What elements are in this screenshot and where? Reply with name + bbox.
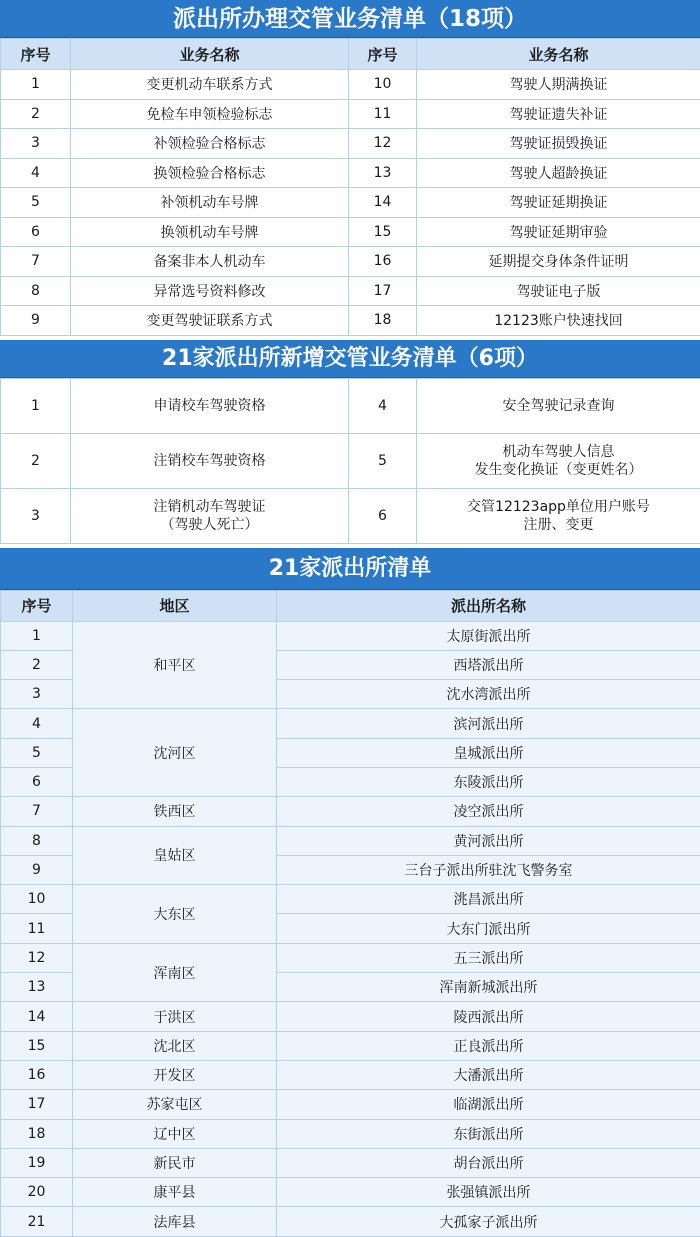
seq-cell: 2: [1, 650, 73, 679]
table-header-row: [1, 39, 700, 70]
header-name: 业务名称: [417, 39, 700, 70]
table-row: [1, 378, 700, 433]
table-row: [1, 1031, 700, 1060]
business-cell: 补领机动车号牌: [71, 188, 349, 218]
business-cell: 备案非本人机动车: [71, 247, 349, 277]
business-cell: 换领机动车号牌: [71, 217, 349, 247]
seq-cell: 15: [1, 1031, 73, 1060]
table-row: [1, 217, 700, 247]
table-header-row: [1, 590, 700, 621]
business-line: 申请校车驾驶资格: [71, 397, 348, 415]
station-cell: 三台子派出所驻沈飞警务室: [277, 855, 700, 884]
business-cell: [417, 378, 700, 433]
station-cell: 黄河派出所: [277, 826, 700, 855]
section3-title: 21家派出所清单: [0, 548, 700, 590]
station-cell: 张强镇派出所: [277, 1178, 700, 1207]
business-cell: 驾驶人期满换证: [417, 70, 700, 100]
station-cell: 西塔派出所: [277, 650, 700, 679]
business-cell: [71, 488, 349, 543]
business-cell: 驾驶证延期换证: [417, 188, 700, 218]
table-row: [1, 1207, 700, 1236]
business-cell: 驾驶证电子版: [417, 276, 700, 306]
seq-cell: 12: [349, 129, 417, 159]
business-cell: 换领检验合格标志: [71, 158, 349, 188]
seq-cell: 6: [349, 488, 417, 543]
seq-cell: 5: [1, 188, 71, 218]
table-row: [1, 709, 700, 738]
station-cell: 东陵派出所: [277, 767, 700, 796]
station-cell: 陵西派出所: [277, 1002, 700, 1031]
district-cell: 苏家屯区: [73, 1090, 277, 1119]
table-row: [1, 188, 700, 218]
district-cell: 浑南区: [73, 943, 277, 1002]
seq-cell: 3: [1, 680, 73, 709]
district-cell: 大东区: [73, 885, 277, 944]
seq-cell: 9: [1, 306, 71, 336]
seq-cell: 1: [1, 378, 71, 433]
section2-table: [0, 378, 700, 544]
business-cell: 补领检验合格标志: [71, 129, 349, 159]
seq-cell: 10: [349, 70, 417, 100]
seq-cell: 16: [349, 247, 417, 277]
table-row: [1, 1060, 700, 1089]
seq-cell: 13: [1, 973, 73, 1002]
seq-cell: 1: [1, 70, 71, 100]
seq-cell: 11: [1, 914, 73, 943]
table-row: [1, 797, 700, 826]
station-cell: 皇城派出所: [277, 738, 700, 767]
station-cell: 大东门派出所: [277, 914, 700, 943]
district-cell: 铁西区: [73, 797, 277, 826]
seq-cell: 19: [1, 1148, 73, 1177]
table-row: [1, 826, 700, 855]
table-row: [1, 306, 700, 336]
seq-cell: 14: [1, 1002, 73, 1031]
table-row: [1, 1090, 700, 1119]
seq-cell: 3: [1, 488, 71, 543]
district-cell: 康平县: [73, 1178, 277, 1207]
header-seq: 序号: [1, 590, 73, 621]
district-cell: 皇姑区: [73, 826, 277, 885]
station-cell: 洮昌派出所: [277, 885, 700, 914]
table-row: [1, 943, 700, 972]
business-line: 发生变化换证（变更姓名）: [417, 461, 700, 479]
business-cell: 变更机动车联系方式: [71, 70, 349, 100]
business-cell: 延期提交身体条件证明: [417, 247, 700, 277]
seq-cell: 13: [349, 158, 417, 188]
table-row: [1, 276, 700, 306]
business-cell: 免检车申领检验标志: [71, 99, 349, 129]
seq-cell: 8: [1, 276, 71, 306]
seq-cell: 17: [1, 1090, 73, 1119]
seq-cell: 4: [349, 378, 417, 433]
seq-cell: 2: [1, 99, 71, 129]
table-row: [1, 1002, 700, 1031]
station-cell: 胡台派出所: [277, 1148, 700, 1177]
seq-cell: 10: [1, 885, 73, 914]
station-cell: 滨河派出所: [277, 709, 700, 738]
section1-table: [0, 38, 700, 336]
table-row: [1, 1178, 700, 1207]
business-cell: 驾驶证遗失补证: [417, 99, 700, 129]
seq-cell: 15: [349, 217, 417, 247]
seq-cell: 16: [1, 1060, 73, 1089]
table-row: [1, 885, 700, 914]
business-cell: 12123账户快速找回: [417, 306, 700, 336]
business-cell: [71, 433, 349, 488]
station-cell: 浑南新城派出所: [277, 973, 700, 1002]
district-cell: 开发区: [73, 1060, 277, 1089]
seq-cell: 5: [349, 433, 417, 488]
seq-cell: 17: [349, 276, 417, 306]
seq-cell: 6: [1, 767, 73, 796]
station-cell: 五三派出所: [277, 943, 700, 972]
business-cell: 驾驶证损毁换证: [417, 129, 700, 159]
station-cell: 大潘派出所: [277, 1060, 700, 1089]
business-cell: [71, 378, 349, 433]
district-cell: 新民市: [73, 1148, 277, 1177]
business-line: （驾驶人死亡）: [71, 516, 348, 534]
business-line: 交管12123app单位用户账号: [417, 498, 700, 516]
business-line: 注销机动车驾驶证: [71, 498, 348, 516]
business-cell: [417, 433, 700, 488]
section2-title: 21家派出所新增交管业务清单（6项）: [0, 340, 700, 378]
table-row: [1, 1148, 700, 1177]
station-cell: 凌空派出所: [277, 797, 700, 826]
seq-cell: 4: [1, 158, 71, 188]
district-cell: 沈河区: [73, 709, 277, 797]
station-cell: 正良派出所: [277, 1031, 700, 1060]
seq-cell: 6: [1, 217, 71, 247]
header-station: 派出所名称: [277, 590, 700, 621]
business-line: 注销校车驾驶资格: [71, 452, 348, 470]
district-cell: 和平区: [73, 621, 277, 709]
station-cell: 沈水湾派出所: [277, 680, 700, 709]
seq-cell: 20: [1, 1178, 73, 1207]
header-district: 地区: [73, 590, 277, 621]
business-cell: 驾驶人超龄换证: [417, 158, 700, 188]
seq-cell: 8: [1, 826, 73, 855]
business-line: 机动车驾驶人信息: [417, 443, 700, 461]
district-cell: 法库县: [73, 1207, 277, 1236]
business-cell: [417, 488, 700, 543]
table-row: [1, 488, 700, 543]
business-line: 注册、变更: [417, 516, 700, 534]
station-cell: 东街派出所: [277, 1119, 700, 1148]
seq-cell: 18: [1, 1119, 73, 1148]
table-row: [1, 129, 700, 159]
seq-cell: 12: [1, 943, 73, 972]
section1-title: 派出所办理交管业务清单（18项）: [0, 0, 700, 38]
seq-cell: 14: [349, 188, 417, 218]
table-row: [1, 621, 700, 650]
seq-cell: 21: [1, 1207, 73, 1236]
table-row: [1, 70, 700, 100]
business-cell: 变更驾驶证联系方式: [71, 306, 349, 336]
seq-cell: 18: [349, 306, 417, 336]
district-cell: 沈北区: [73, 1031, 277, 1060]
seq-cell: 1: [1, 621, 73, 650]
seq-cell: 9: [1, 855, 73, 884]
section3-table: [0, 590, 700, 1237]
business-line: 安全驾驶记录查询: [417, 397, 700, 415]
seq-cell: 7: [1, 797, 73, 826]
seq-cell: 11: [349, 99, 417, 129]
table-row: [1, 247, 700, 277]
station-cell: 太原街派出所: [277, 621, 700, 650]
header-seq: 序号: [1, 39, 71, 70]
seq-cell: 5: [1, 738, 73, 767]
seq-cell: 4: [1, 709, 73, 738]
table-row: [1, 433, 700, 488]
district-cell: 辽中区: [73, 1119, 277, 1148]
table-row: [1, 1119, 700, 1148]
business-cell: 驾驶证延期审验: [417, 217, 700, 247]
station-cell: 临湖派出所: [277, 1090, 700, 1119]
seq-cell: 3: [1, 129, 71, 159]
table-row: [1, 158, 700, 188]
district-cell: 于洪区: [73, 1002, 277, 1031]
header-name: 业务名称: [71, 39, 349, 70]
station-cell: 大孤家子派出所: [277, 1207, 700, 1236]
seq-cell: 2: [1, 433, 71, 488]
header-seq: 序号: [349, 39, 417, 70]
seq-cell: 7: [1, 247, 71, 277]
table-row: [1, 99, 700, 129]
business-cell: 异常选号资料修改: [71, 276, 349, 306]
